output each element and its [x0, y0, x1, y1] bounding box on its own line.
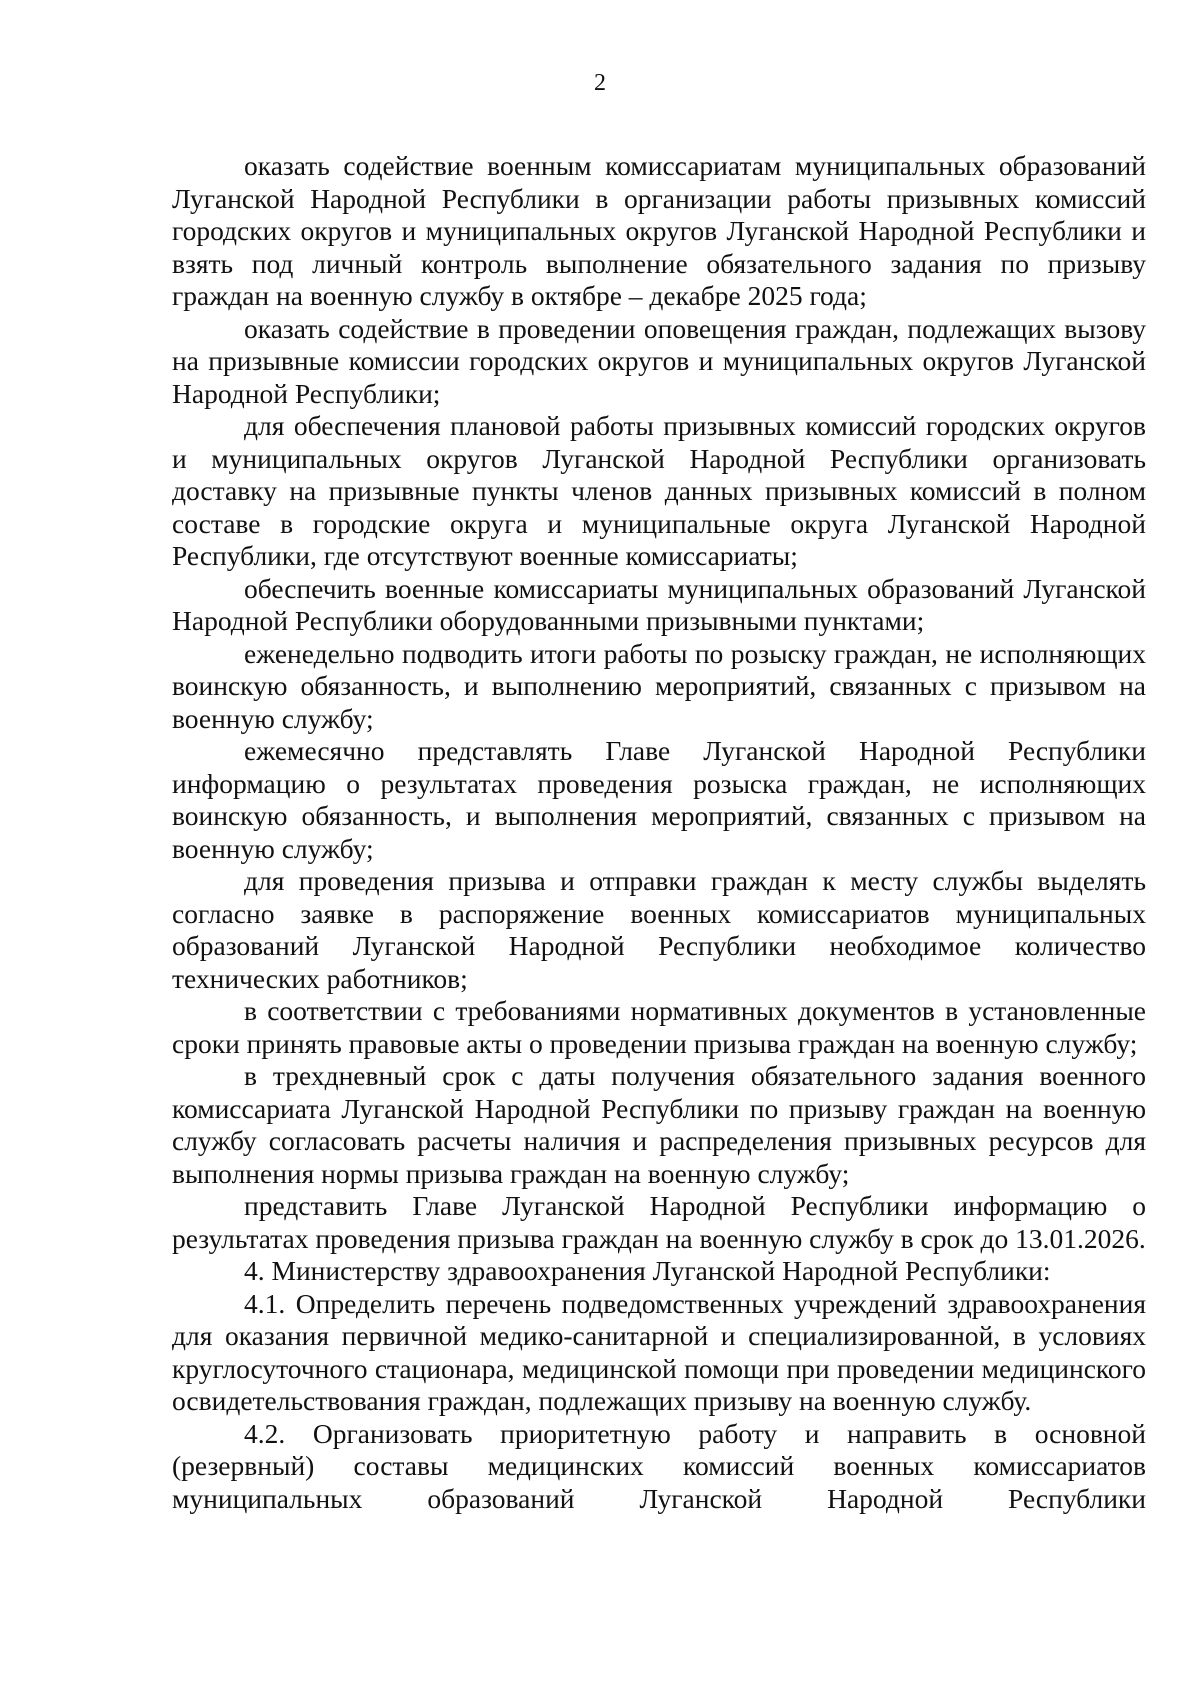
- section-4-heading: 4. Министерству здравоохранения Луганской Народной Республики:: [244, 1255, 1051, 1286]
- paragraph-citizen-notification: оказать содействие в проведении оповещения граждан, подлежащих вызову на призывные комиссии городских округов и муниципальных округов Луганской Народной Республики;: [172, 312, 1146, 409]
- paragraph-military-commissariat-assistance: оказать содействие военным комиссариатам муниципальных образований Луганской Народной Республики в организации работы призывных комиссий городских округов и муниципальных округов Луганской Народной Республики и взять под личный контроль выполнение обязательного задания по призыву граждан на военную службу в октябре – декабре 2025 года;: [172, 150, 1146, 311]
- paragraph-commission-delivery: для обеспечения плановой работы призывных комиссий городских округов и муниципальных округов Луганской Народной Республики организовать доставку на призывные пункты членов данных призывных комиссий в полном составе в городские округа и муниципальные округа Луганской Народной Республики, где отсутствуют военные комиссариаты;: [172, 410, 1146, 571]
- paragraph-legal-acts: в соответствии с требованиями нормативных документов в установленные сроки принять правовые акты о проведении призыва граждан на военную службу;: [172, 995, 1146, 1059]
- paragraph-monthly-report: ежемесячно представлять Главе Луганской Народной Республики информацию о результатах проведения розыска граждан, не исполняющих воинскую обязанность, и выполнения мероприятий, связанных с призывом на военную службу;: [172, 735, 1146, 864]
- clause-4-1: 4.1. Определить перечень подведомственных учреждений здравоохранения для оказания первичной медико-санитарной и специализированной, в условиях круглосуточного стационара, медицинской помощи при проведении медицинского освидетельствования граждан, подлежащих призыву на военную службу.: [172, 1287, 1146, 1416]
- document-body: [172, 150, 1146, 1515]
- paragraph-equip-conscription-points: обеспечить военные комиссариаты муниципальных образований Луганской Народной Республики оборудованными призывными пунктами;: [172, 572, 1146, 636]
- paragraph-weekly-results: еженедельно подводить итоги работы по розыску граждан, не исполняющих воинскую обязанность, и выполнению мероприятий, связанных с призывом на военную службу;: [172, 637, 1146, 734]
- clause-4-2: 4.2. Организовать приоритетную работу и направить в основной (резервный) составы медицинских комиссий военных комиссариатов муниципальных образований Луганской Народной Республики: [172, 1417, 1146, 1514]
- paragraph-results-deadline: представить Главе Луганской Народной Республики информацию о результатах проведения призыва граждан на военную службу в срок до 13.01.2026.: [172, 1190, 1146, 1254]
- page-number: 2: [594, 70, 606, 96]
- paragraph-resource-calculations: в трехдневный срок с даты получения обязательного задания военного комиссариата Луганской Народной Республики по призыву граждан на военную службу согласовать расчеты наличия и распределения призывных ресурсов для выполнения нормы призыва граждан на военную службу;: [172, 1060, 1146, 1189]
- paragraph-technical-workers: для проведения призыва и отправки граждан к месту службы выделять согласно заявке в распоряжение военных комиссариатов муниципальных образований Луганской Народной Республики необходимое количество технических работников;: [172, 865, 1146, 994]
